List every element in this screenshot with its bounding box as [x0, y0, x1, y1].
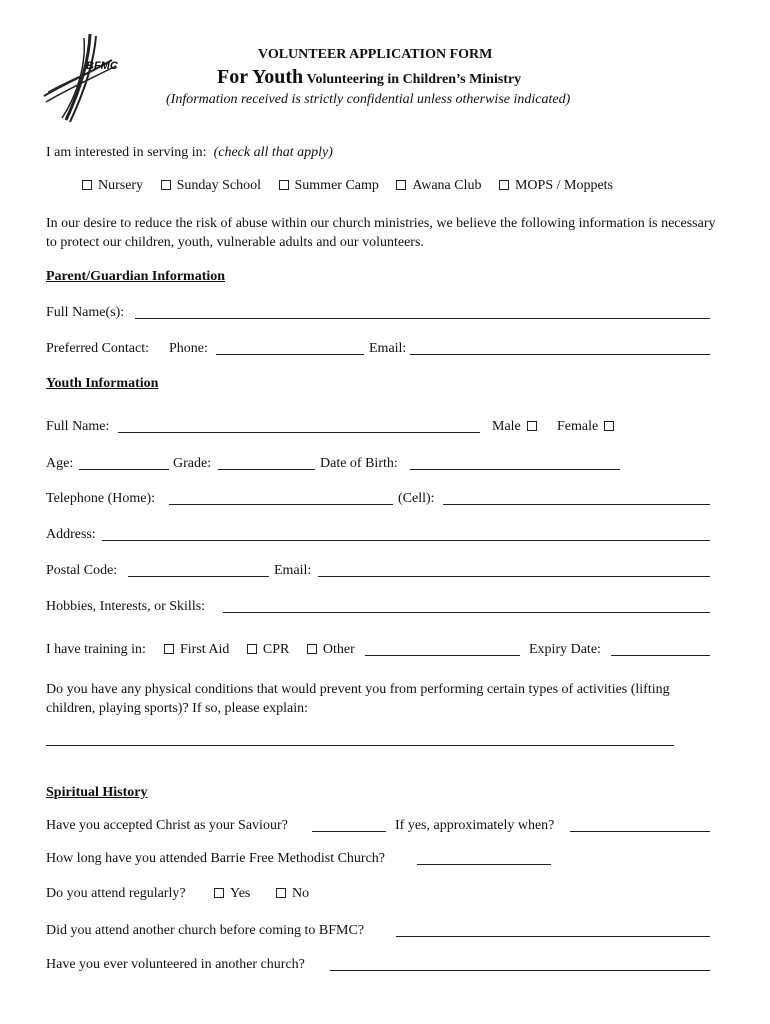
- option-first-aid[interactable]: First Aid: [164, 642, 229, 658]
- another-church-field[interactable]: [396, 936, 710, 937]
- tel-home-field[interactable]: [169, 504, 393, 505]
- interest-prompt: [46, 145, 333, 161]
- option-sunday-school[interactable]: Sunday School: [161, 178, 261, 194]
- interest-label: I am interested in serving in:: [46, 145, 207, 160]
- checkbox[interactable]: [247, 644, 257, 654]
- volunteered-label: Have you ever volunteered in another church?: [46, 957, 305, 972]
- accepted-field[interactable]: [312, 831, 386, 832]
- checkbox[interactable]: [82, 180, 92, 190]
- address-field[interactable]: [102, 540, 710, 541]
- when-label: If yes, approximately when?: [395, 818, 555, 833]
- no-checkbox[interactable]: [276, 888, 286, 898]
- grade-label: Grade:: [173, 456, 212, 471]
- hobbies-label: Hobbies, Interests, or Skills:: [46, 599, 206, 614]
- confidential-note: (Information received is strictly confidential unless otherwise indicated): [166, 92, 571, 107]
- checkbox[interactable]: [279, 180, 289, 190]
- option-cpr[interactable]: CPR: [247, 642, 289, 658]
- option-other[interactable]: Other: [307, 642, 355, 658]
- parent-phone-field[interactable]: [216, 354, 364, 355]
- cross-logo-icon: [40, 30, 140, 125]
- how-long-field[interactable]: [417, 864, 551, 865]
- checkbox[interactable]: [396, 180, 406, 190]
- interest-hint: (check all that apply): [213, 145, 333, 160]
- parent-heading: Parent/Guardian Information: [46, 269, 226, 284]
- logo-text: BFMC: [86, 60, 118, 72]
- youth-full-name-label: Full Name:: [46, 419, 110, 434]
- another-church-label: Did you attend another church before coming to BFMC?: [46, 923, 365, 938]
- checkbox[interactable]: [499, 180, 509, 190]
- accepted-label: Have you accepted Christ as your Saviour?: [46, 818, 288, 833]
- option-summer-camp[interactable]: Summer Camp: [279, 178, 379, 194]
- parent-phone-label: Phone:: [169, 341, 208, 356]
- option-awana-club[interactable]: Awana Club: [396, 178, 481, 194]
- when-field[interactable]: [570, 831, 710, 832]
- bfmc-logo: [40, 30, 140, 125]
- age-label: Age:: [46, 456, 74, 471]
- spiritual-heading: Spiritual History: [46, 785, 148, 800]
- physical-question: Do you have any physical conditions that would prevent you from performing certain types of activities (lifting children, playing sports)? If so, please explain:: [46, 682, 670, 716]
- cell-label: (Cell):: [398, 491, 435, 506]
- physical-explain-field[interactable]: [46, 745, 674, 746]
- checkbox[interactable]: [164, 644, 174, 654]
- expiry-field[interactable]: [611, 655, 710, 656]
- parent-email-label: Email:: [369, 341, 407, 356]
- checkbox[interactable]: [161, 180, 171, 190]
- training-options: [164, 642, 369, 658]
- female-option[interactable]: Female: [557, 419, 614, 435]
- expiry-label: Expiry Date:: [529, 642, 601, 657]
- parent-full-names-field[interactable]: [135, 318, 710, 319]
- option-nursery[interactable]: Nursery: [82, 178, 143, 194]
- parent-full-names-label: Full Name(s):: [46, 305, 125, 320]
- cell-field[interactable]: [443, 504, 710, 505]
- yes-option[interactable]: Yes: [214, 886, 250, 902]
- youth-heading: Youth Information: [46, 376, 159, 391]
- male-checkbox[interactable]: [527, 421, 537, 431]
- dob-label: Date of Birth:: [320, 456, 398, 471]
- preferred-contact-label: Preferred Contact:: [46, 341, 150, 356]
- grade-field[interactable]: [218, 469, 315, 470]
- parent-email-field[interactable]: [410, 354, 710, 355]
- subtitle-rest: Volunteering in Children’s Ministry: [306, 72, 522, 87]
- training-label: I have training in:: [46, 642, 146, 657]
- youth-email-field[interactable]: [318, 576, 710, 577]
- intro-paragraph: In our desire to reduce the risk of abuse within our church ministries, we believe the following information is necessary to protect our children, youth, vulnerable adults and our volunteers.: [46, 216, 716, 250]
- postal-field[interactable]: [128, 576, 269, 577]
- interest-options: [82, 178, 627, 194]
- form-title: VOLUNTEER APPLICATION FORM: [258, 47, 493, 62]
- female-checkbox[interactable]: [604, 421, 614, 431]
- how-long-label: How long have you attended Barrie Free Methodist Church?: [46, 851, 386, 866]
- hobbies-field[interactable]: [223, 612, 710, 613]
- volunteered-field[interactable]: [330, 970, 710, 971]
- form-subtitle: [217, 66, 521, 89]
- option-mops-moppets[interactable]: MOPS / Moppets: [499, 178, 613, 194]
- dob-field[interactable]: [410, 469, 620, 470]
- no-option[interactable]: No: [276, 886, 309, 902]
- regularly-label: Do you attend regularly?: [46, 886, 186, 901]
- postal-label: Postal Code:: [46, 563, 118, 578]
- male-option[interactable]: Male: [492, 419, 537, 435]
- age-field[interactable]: [79, 469, 169, 470]
- tel-home-label: Telephone (Home):: [46, 491, 156, 506]
- youth-full-name-field[interactable]: [118, 432, 480, 433]
- youth-email-label: Email:: [274, 563, 312, 578]
- other-training-field[interactable]: [365, 655, 520, 656]
- yes-checkbox[interactable]: [214, 888, 224, 898]
- address-label: Address:: [46, 527, 96, 542]
- checkbox[interactable]: [307, 644, 317, 654]
- subtitle-large: For Youth: [217, 66, 304, 88]
